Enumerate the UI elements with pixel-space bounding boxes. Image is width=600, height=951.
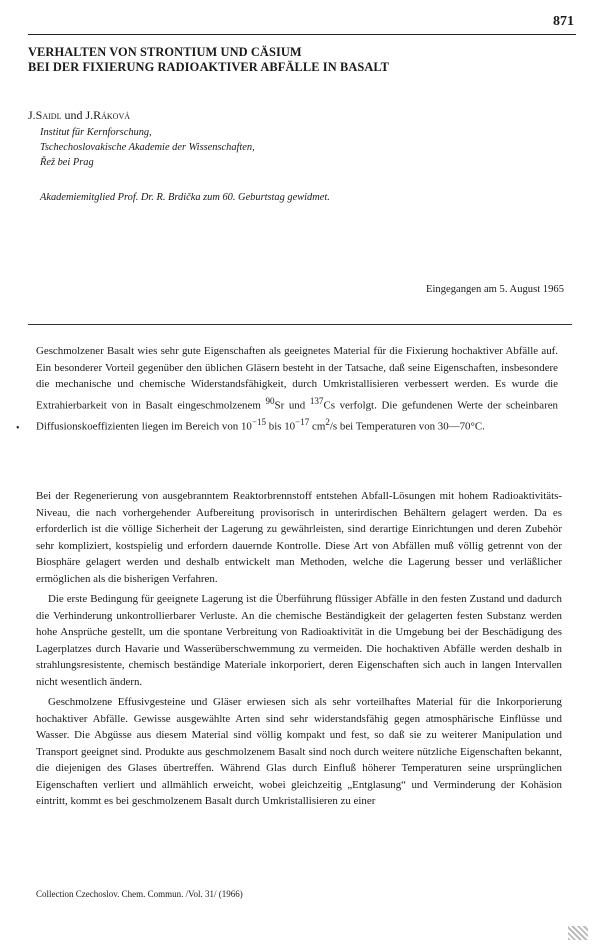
abstract-rule (28, 324, 572, 325)
header-rule (28, 34, 576, 35)
exponent: −15 (251, 416, 267, 427)
author-conjunction: und (61, 108, 86, 122)
body-paragraph: Geschmolzene Effusivgesteine und Gläser erwiesen sich als sehr vorteilhaftes Material für die Inkorporierung hochaktiver Abfälle. Gewisse ausgewählte Arten sind sehr widerstandsfähig gegen atmosphärische Einflüsse und Wasser. Die Abgüsse aus diesem Material sind völlig kompakt und fest, so daß sie zu weiterer Manipulation und Transport geeignet sind. Produkte aus geschmolzenem Basalt sind noch durch weitere nützliche Eigenschaften bekannt, die diejenigen des Glases übertreffen. Während Glas durch Einfluß höherer Temperaturen seine ursprünglichen Eigenschaften verliert und allmählich erweicht, wobei gleichzeitig „Entglasung“ und Verminderung der Kohäsion eintritt, kommt es bei geschmolzenem Basalt durch Umkristallisieren zu einer (36, 696, 562, 807)
body-paragraph: Bei der Regenerierung von ausgebranntem Reaktorbrennstoff entstehen Abfall-Lösungen mit hohem Radioaktivitäts-Niveau, die nach vorhergehender Aufbereitung provisorisch in unterirdischen Behältern gelagert werden. Da es erforderlich ist die völlige Sicherheit der Lagerung zu gewährleisten, sind derartige Einrichtungen und deren Zubehör sehr kompliziert, kostspielig und erfordern dauernde Kontrolle. Diese Art von Abfällen muß völlig getrennt von der Biosphäre gelagert werden und deshalb entwickelt man Methoden, welche die Lagerung besser und verläßlicher ermöglichen als die bisherigen Verfahren. (36, 490, 562, 585)
margin-mark: • (16, 423, 20, 434)
abstract-text: Geschmolzener Basalt wies sehr gute Eigenschaften als geeignetes Material für die Fixierung hochaktiver Abfälle auf. Ein besonderer Vorteil gegenüber den üblichen Gläsern besteht in der Tatsache, daß seine Eigenschaften, insbesondere die mechanische und chemische Widerstandsfähigkeit, durch Umkristallisieren verbessert werden. Es wurde die Extrahierbarkeit von in Basalt eingeschmolzenem (36, 345, 558, 412)
cs-mass-number: 137 (309, 395, 324, 406)
abstract-text: Sr und (274, 399, 310, 412)
abstract-text: bis 10 (266, 420, 296, 433)
page-number: 871 (553, 14, 574, 29)
sr-mass-number: 90 (265, 395, 275, 406)
article-body (36, 488, 562, 814)
author-2-name: Ráková (93, 108, 131, 122)
affiliation-line: Řež bei Prag (40, 157, 94, 168)
title-line-2: BEI DER FIXIERUNG RADIOAKTIVER ABFÄLLE IN BASALT (28, 60, 389, 74)
abstract-text: cm (309, 420, 326, 433)
affiliation (40, 125, 255, 170)
abstract-text: Cs verfolgt. Die gefundenen Werte der scheinbaren Diffusionskoeffizienten liegen im Bereich von 10 (36, 399, 558, 433)
affiliation-line: Institut für Kernforschung, (40, 127, 152, 138)
exponent: 2 (325, 416, 330, 427)
scan-corner-artifact (568, 926, 588, 940)
abstract (36, 343, 558, 435)
authors (28, 108, 130, 123)
exponent: −17 (295, 416, 310, 427)
body-paragraph: Die erste Bedingung für geeignete Lagerung ist die Überführung flüssiger Abfälle in den festen Zustand und dadurch die Verhinderung unkontrollierbarer Verluste. An die chemische Beständigkeit der gelagerten festen Substanz werden hohe Ansprüche gestellt, um die spontane Verbreitung von Radioaktivität in die Umgebung bei der Beschädigung des Lagerplatzes durch Havarie und Wasserüberschwemmung zu vermeiden. Die hochaktiven Abfälle werden deshalb in strahlungsresistente, chemisch beständige Materiale inkorporiert, deren Eigenschaften sich auch in langen Intervallen nicht wesentlich ändern. (36, 593, 562, 688)
dedication: Akademiemitglied Prof. Dr. R. Brdička zum 60. Geburtstag gewidmet. (40, 192, 330, 203)
title-line-1: VERHALTEN VON STRONTIUM UND CÄSIUM (28, 45, 302, 59)
author-2-initial: J. (85, 108, 94, 122)
affiliation-line: Tschechoslovakische Akademie der Wissenschaften, (40, 142, 255, 153)
journal-footer: Collection Czechoslov. Chem. Commun. /Vol. 31/ (1966) (36, 889, 243, 899)
received-date: Eingegangen am 5. August 1965 (426, 284, 564, 295)
author-1-name: Saidl (35, 108, 62, 122)
author-1-initial: J. (28, 108, 36, 122)
abstract-text: /s bei Temperaturen von 30—70°C. (329, 420, 485, 433)
article-title (28, 45, 576, 75)
